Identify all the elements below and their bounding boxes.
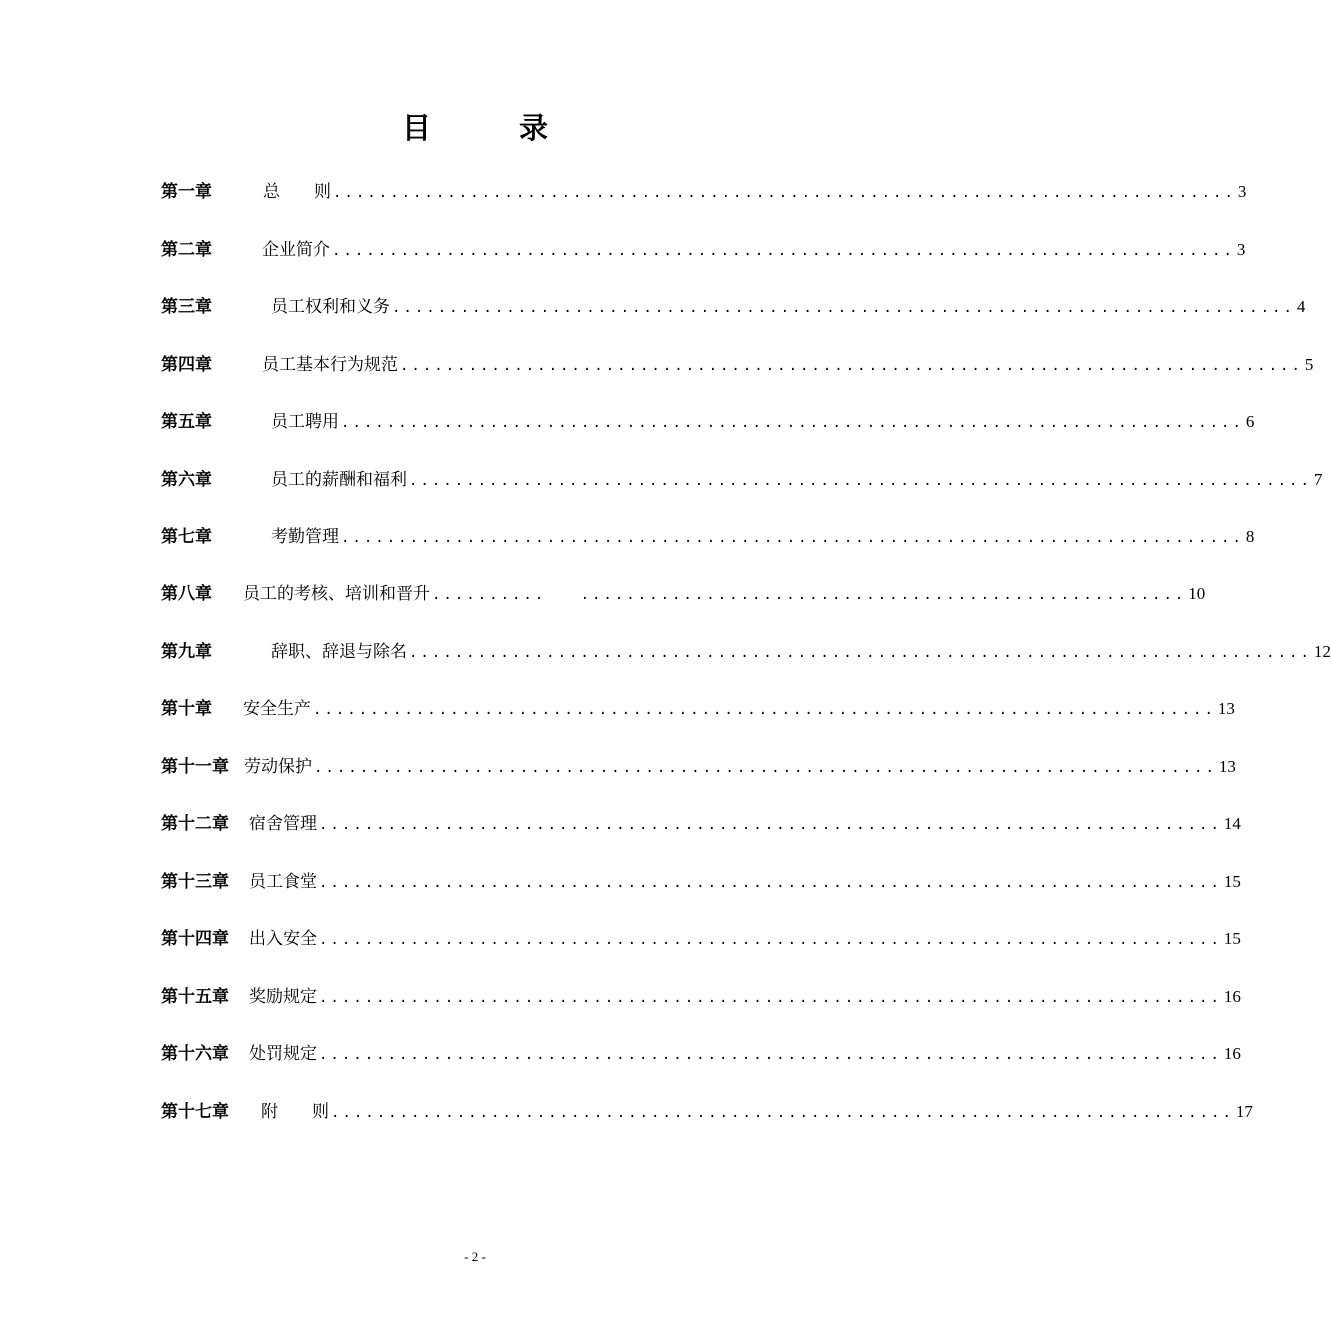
toc-page-number: 15 [1223, 872, 1241, 891]
toc-entry[interactable] [161, 868, 1241, 892]
toc-page-number: 3 [1237, 182, 1247, 201]
title-char-right: 录 [519, 111, 549, 145]
toc-heading: 企业简介 [262, 240, 330, 260]
toc-page-number: 7 [1313, 470, 1323, 489]
toc-entry[interactable] [161, 293, 1306, 317]
toc-entry[interactable] [161, 580, 1206, 604]
toc-heading: 辞职、辞退与除名 [271, 642, 407, 662]
toc-heading: 员工权利和义务 [271, 297, 390, 317]
toc-entry[interactable] [161, 1098, 1253, 1122]
toc-entry[interactable] [161, 466, 1323, 490]
toc-page-number: 13 [1218, 757, 1236, 776]
toc-chapter: 第十五章 [161, 987, 229, 1007]
toc-page-number: 17 [1235, 1102, 1253, 1121]
toc-page-number: 6 [1245, 412, 1255, 431]
toc-page-number: 12 [1313, 642, 1331, 661]
toc-leader: ............................................................................... [332, 243, 1235, 259]
toc-heading: 员工基本行为规范 [262, 355, 398, 375]
toc-heading: 安全生产 [243, 699, 311, 719]
toc-leader: ............................................................................... [400, 358, 1303, 374]
toc-entry[interactable] [161, 351, 1314, 375]
toc-chapter: 第十六章 [161, 1044, 229, 1064]
toc-leader: ............................................................................... [409, 645, 1312, 661]
toc-chapter: 第十一章 [161, 757, 229, 777]
page-title [0, 106, 950, 147]
toc-chapter: 第一章 [161, 182, 212, 202]
toc-heading: 附 则 [261, 1102, 329, 1122]
toc-chapter: 第二章 [161, 240, 212, 260]
toc-leader: ............................................................................... [314, 760, 1217, 776]
toc-page-number: 14 [1223, 814, 1241, 833]
toc-chapter: 第十章 [161, 699, 212, 719]
toc-leader: .......... ..................................................... [432, 587, 1187, 603]
toc-leader: ............................................................................... [319, 817, 1222, 833]
toc-chapter: 第四章 [161, 355, 212, 375]
toc-leader: ............................................................................... [341, 530, 1244, 546]
toc-page-number: 5 [1304, 355, 1314, 374]
toc-entry[interactable] [161, 178, 1247, 202]
toc-leader: ............................................................................... [392, 300, 1295, 316]
toc-entry[interactable] [161, 638, 1331, 662]
toc-page-number: 16 [1223, 1044, 1241, 1063]
toc-entry[interactable] [161, 753, 1236, 777]
page-footer-number: - 2 - [464, 1249, 486, 1264]
toc-chapter: 第十七章 [161, 1102, 229, 1122]
toc-leader: ............................................................................... [319, 932, 1222, 948]
toc-page-number: 13 [1217, 699, 1235, 718]
toc-chapter: 第九章 [161, 642, 212, 662]
toc-heading: 出入安全 [249, 929, 317, 949]
toc-heading: 员工的考核、培训和晋升 [243, 584, 430, 604]
toc-page-number: 10 [1188, 584, 1206, 603]
toc-leader: ............................................................................... [319, 875, 1222, 891]
toc-heading: 劳动保护 [244, 757, 312, 777]
toc-chapter: 第八章 [161, 584, 212, 604]
toc-heading: 员工食堂 [249, 872, 317, 892]
toc-entry[interactable] [161, 695, 1235, 719]
toc-heading: 员工的薪酬和福利 [271, 470, 407, 490]
toc-page-number: 8 [1245, 527, 1255, 546]
toc-leader: ............................................................................... [341, 415, 1244, 431]
title-char-left: 目 [401, 111, 431, 145]
toc-leader: ............................................................................... [409, 473, 1312, 489]
toc-entry[interactable] [161, 1040, 1241, 1064]
toc-chapter: 第六章 [161, 470, 212, 490]
toc-leader: ............................................................................... [313, 702, 1216, 718]
toc-leader: ............................................................................... [331, 1105, 1234, 1121]
toc-chapter: 第七章 [161, 527, 212, 547]
toc-chapter: 第十四章 [161, 929, 229, 949]
toc-leader: ............................................................................... [319, 1047, 1222, 1063]
toc-chapter: 第五章 [161, 412, 212, 432]
toc-entry[interactable] [161, 523, 1255, 547]
toc-heading: 总 则 [263, 182, 331, 202]
toc-entry[interactable] [161, 810, 1241, 834]
toc-heading: 员工聘用 [271, 412, 339, 432]
toc-page-number: 16 [1223, 987, 1241, 1006]
toc-chapter: 第三章 [161, 297, 212, 317]
toc-entry[interactable] [161, 408, 1255, 432]
toc-heading: 宿舍管理 [249, 814, 317, 834]
toc-entry[interactable] [161, 925, 1241, 949]
toc-page-number: 15 [1223, 929, 1241, 948]
toc-page-number: 3 [1236, 240, 1246, 259]
toc-chapter: 第十三章 [161, 872, 229, 892]
toc-page-number: 4 [1296, 297, 1306, 316]
toc-entry[interactable] [161, 236, 1246, 260]
toc-heading: 考勤管理 [271, 527, 339, 547]
toc-leader: ............................................................................... [333, 185, 1236, 201]
toc-entry[interactable] [161, 983, 1241, 1007]
toc-chapter: 第十二章 [161, 814, 229, 834]
toc-heading: 奖励规定 [249, 987, 317, 1007]
toc-heading: 处罚规定 [249, 1044, 317, 1064]
toc-leader: ............................................................................... [319, 990, 1222, 1006]
